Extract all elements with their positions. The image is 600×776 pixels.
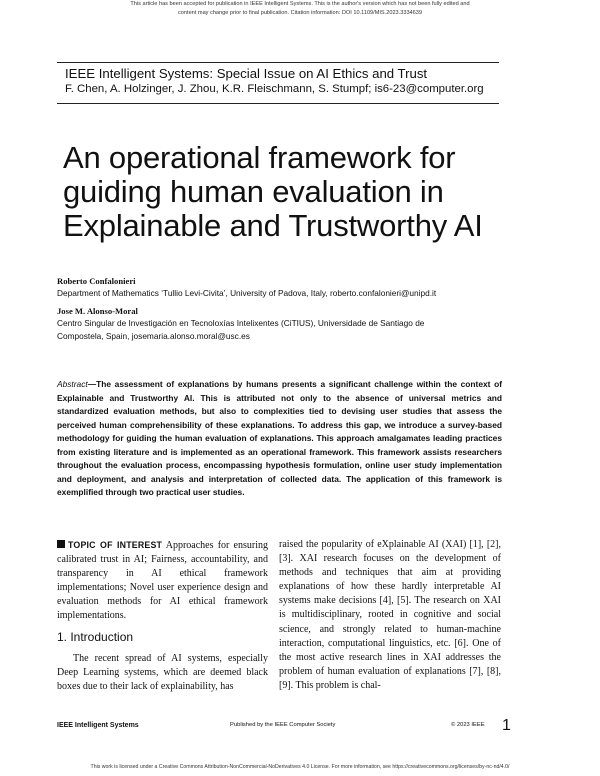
author-name: Roberto Confalonieri bbox=[57, 276, 136, 286]
right-column-text: raised the popularity of eXplainable AI (XAI) [1], [2], [3]. XAI research focuses on the development of methods and techniques that aim at providing explanations of how these hardly interpretable AI systems make decisions [4], [5]. The research on XAI is multidisciplinary, rooted in cognitive and social science, and strongly related to human-machine interaction, computational linguistics, etc. [6]. One of the most active research lines in XAI addresses the problem of human evaluation of explanations [7], [8], [9]. This problem is chal- bbox=[279, 539, 501, 691]
topic-heading: TOPIC OF INTEREST bbox=[68, 540, 163, 550]
publication-notice bbox=[0, 0, 600, 18]
paper-title-line-3: Explainable and Trustworthy AI bbox=[63, 208, 483, 243]
publication-notice-line-2: content may change prior to final publication. Citation information: DOI 10.1109/MIS.2023.3334639 bbox=[178, 10, 422, 16]
introduction-text: The recent spread of AI systems, especially Deep Learning systems, which are deemed black boxes due to their lack of explainability, has bbox=[57, 653, 268, 693]
footer-publisher: Published by the IEEE Computer Society bbox=[230, 722, 336, 728]
special-issue-editors: F. Chen, A. Holzinger, J. Zhou, K.R. Fleischmann, S. Stumpf; is6-23@computer.org bbox=[65, 83, 484, 95]
author-affiliation bbox=[57, 287, 517, 300]
publication-notice-line-1: This article has been accepted for publication in IEEE Intelligent Systems. This is the author's version which has not been fully edited and bbox=[130, 1, 470, 7]
paper-title-line-1: An operational framework for bbox=[63, 140, 456, 175]
special-issue-banner bbox=[57, 62, 499, 104]
abstract-label: Abstract bbox=[57, 379, 88, 389]
license-notice: This work is licensed under a Creative Commons Attribution-NonCommercial-NoDerivatives 4.0 License. For more information, see https://creativecommons.org/licenses/by-nc-nd/4.0/ bbox=[90, 764, 510, 770]
abstract bbox=[57, 378, 502, 500]
author-name: Jose M. Alonso-Moral bbox=[57, 306, 138, 316]
footer-journal: IEEE Intelligent Systems bbox=[57, 722, 139, 729]
paper-title bbox=[63, 141, 543, 243]
special-issue-title: IEEE Intelligent Systems: Special Issue on AI Ethics and Trust bbox=[65, 66, 428, 81]
topic-text: Approaches for ensuring calibrated trust in AI; Fairness, accountability, and transparency in AI ethical framework implementations; Novel user experience design and evaluation methods for AI ethical framework implementations. bbox=[57, 540, 268, 622]
author-affiliation bbox=[57, 317, 517, 343]
paper-title-line-2: guiding human evaluation in bbox=[63, 174, 444, 209]
author-affiliation-line: Compostela, Spain, josemaria.alonso.moral@usc.es bbox=[57, 331, 250, 341]
author-affiliation-line: Centro Singular de Investigación en Tecnoloxías Intelixentes (CiTIUS), Universidade de Santiago de bbox=[57, 318, 425, 328]
square-bullet-icon bbox=[57, 540, 65, 548]
author-affiliation-line: Department of Mathematics ‘Tullio Levi-Civita’, University of Padova, Italy, roberto.confalonieri@unipd.it bbox=[57, 288, 437, 298]
page-number: 1 bbox=[502, 717, 511, 734]
section-heading: 1. Introduction bbox=[57, 630, 134, 644]
topic-of-interest bbox=[57, 538, 268, 624]
abstract-text: —The assessment of explanations by humans presents a significant challenge within the context of Explainable and Trustworthy AI. This is attributed not only to the absence of universal metrics and standardized evaluation methods, but also to complexities tied to devising user studies that assess the perceived human comprehensibility of these explanations. To address this gap, we introduce a survey-based methodology for guiding the human evaluation of explanations. This approach amalgamates leading practices from existing literature and is implemented as an operational framework. This framework assists researchers throughout the evaluation process, encompassing hypothesis formulation, online user study implementation and deployment, and analysis and interpretation of collected data. The application of this framework is exemplified through two practical user studies. bbox=[57, 379, 502, 497]
footer-copyright: © 2023 IEEE bbox=[451, 722, 485, 728]
